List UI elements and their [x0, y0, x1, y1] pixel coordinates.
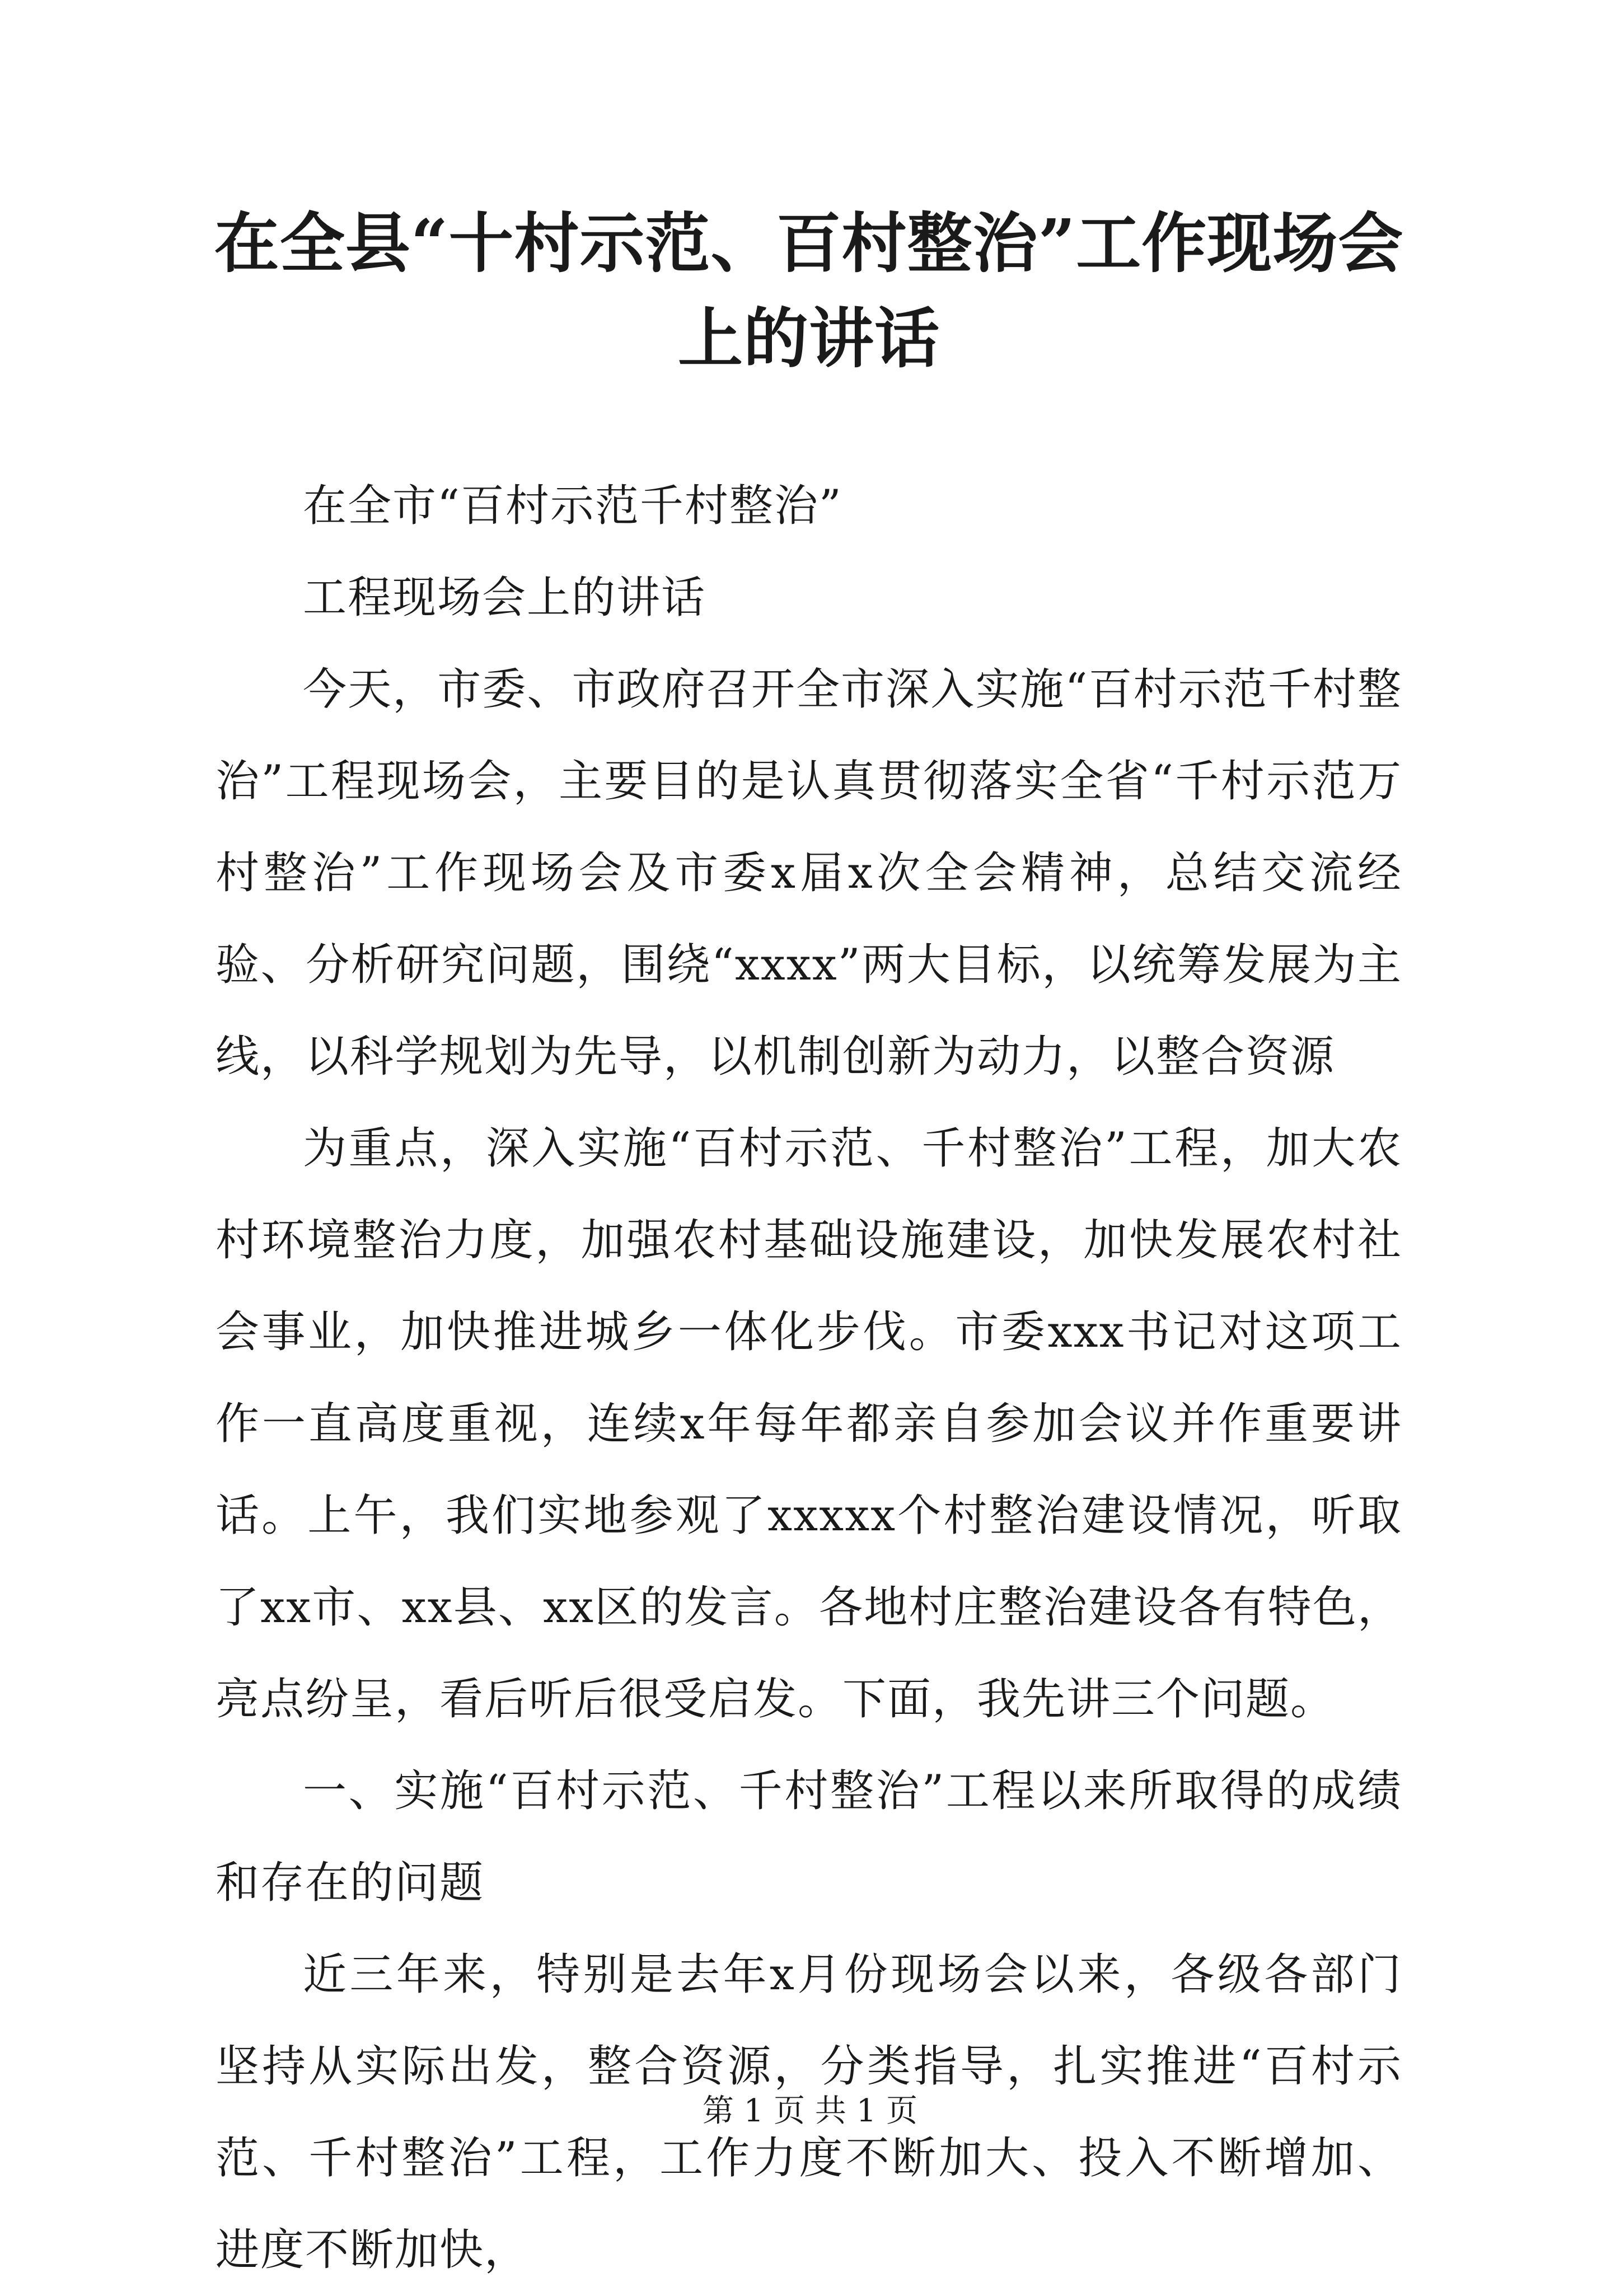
paragraph: 近三年来，特别是去年x月份现场会以来，各级各部门坚持从实际出发，整合资源，分类指导，扎实推进“百村示范、千村整治”工程，工作力度不断加大、投入不断增加、进度不断加快， — [216, 1950, 1402, 2275]
paragraph: 在全市“百村示范千村整治” — [303, 481, 842, 531]
document-body — [216, 460, 1402, 2296]
paragraph: 为重点，深入实施“百村示范、千村整治”工程，加大农村环境整治力度，加强农村基础设施建设，加快发展农村社会事业，加快推进城乡一体化步伐。市委xxx书记对这项工作一直高度重视，连续x年每年都亲自参加会议并作重要讲话。上午，我们实地参观了xxxxx个村整治建设情况，听取了xx市、xx县、xx区的发言。各地村庄整治建设各有特色，亮点纷呈，看后听后很受启发。下面，我先讲三个问题。 — [216, 1123, 1402, 1725]
paragraph: 工程现场会上的讲话 — [303, 573, 706, 623]
page-number-footer: 第 1 页 共 1 页 — [702, 2093, 918, 2129]
document-title: 在全县“十村示范、百村整治”工作现场会上的讲话 — [214, 205, 1404, 377]
section-heading: 一、实施“百村示范、千村整治”工程以来所取得的成绩和存在的问题 — [216, 1766, 1402, 1908]
paragraph: 今天，市委、市政府召开全市深入实施“百村示范千村整治”工程现场会，主要目的是认真贯彻落实全省“千村示范万村整治”工作现场会及市委x届x次全会精神，总结交流经验、分析研究问题，围绕“xxxx”两大目标，以统筹发展为主线，以科学规划为先导，以机制创新为动力，以整合资源 — [216, 664, 1402, 1082]
